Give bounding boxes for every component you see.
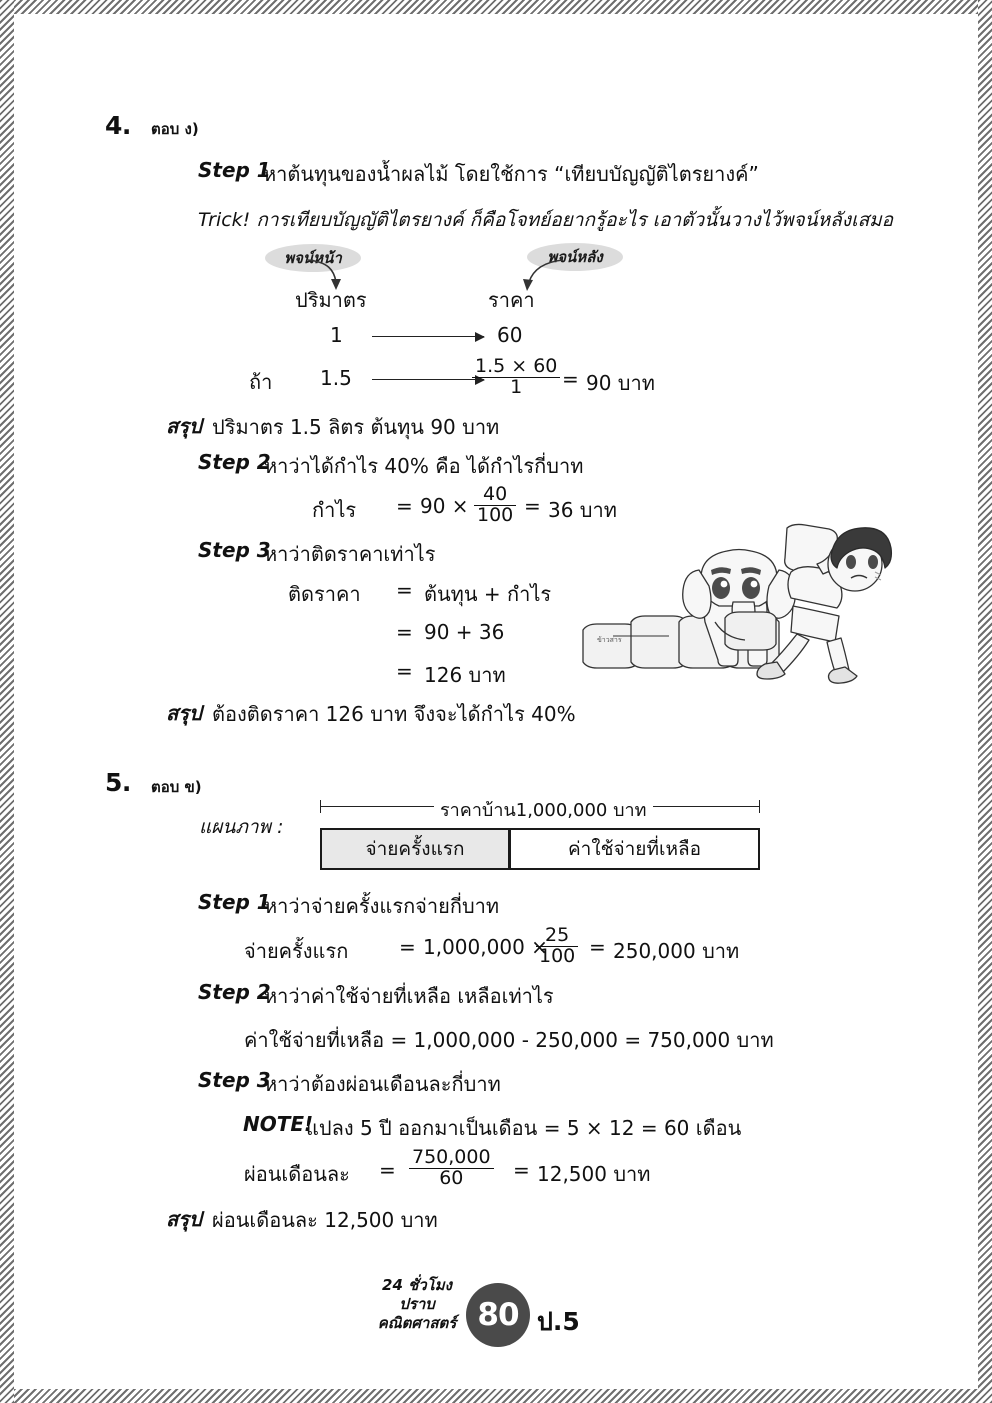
- problem-5-answer-label: ตอบ ข): [151, 778, 202, 796]
- p4-step3-line1-sign: =: [396, 578, 413, 602]
- p5-step2-eq-line: ค่าใช้จ่ายที่เหลือ = 1,000,000 - 250,000 = 750,000 บาท: [244, 1028, 774, 1052]
- p5-step3-frac-den: 60: [409, 1168, 494, 1189]
- p4-row2-prefix: ถ้า: [249, 370, 273, 394]
- footer-series-title: [362, 1276, 472, 1332]
- p4-step3-line1-label: ติดราคา: [288, 582, 361, 606]
- p5-step3-title: Step 3: [198, 1068, 271, 1092]
- p4-step2-eq-sign: =: [396, 494, 413, 518]
- p5-step1-eq-sign: =: [399, 935, 416, 959]
- p4-row2-left: 1.5: [320, 366, 352, 390]
- page-border-left: [0, 0, 14, 1403]
- p5-bar-measure-cap-left: [320, 800, 321, 813]
- p5-bar-segment2-label: ค่าใช้จ่ายที่เหลือ: [567, 838, 702, 860]
- p5-bar-segment1-label: จ่ายครั้งแรก: [365, 838, 465, 860]
- p5-step1-fraction: [536, 926, 578, 967]
- p5-bar-segment-remaining: [509, 828, 760, 870]
- p4-step2-eq-result: 36 บาท: [548, 498, 617, 522]
- grade-label: ป.5: [537, 1307, 580, 1336]
- footer-line-1: 24 ชั่วโมง: [382, 1276, 452, 1294]
- p4-step2-text: หาว่าได้กำไร 40% คือ ได้กำไรกี่บาท: [264, 454, 584, 478]
- p5-step3-eq-sign2: =: [513, 1158, 530, 1182]
- p4-row2-fraction: [472, 357, 560, 398]
- p4-col-left-header: ปริมาตร: [295, 288, 367, 312]
- p4-step3-line2-value: 90 + 36: [424, 620, 505, 644]
- p4-step3-title: Step 3: [198, 538, 271, 562]
- p5-step3-eq-label: ผ่อนเดือนละ: [244, 1162, 350, 1186]
- footer-line-2: ปราบ: [399, 1294, 435, 1313]
- p5-step2-text: หาว่าค่าใช้จ่ายที่เหลือ เหลือเท่าไร: [264, 984, 554, 1008]
- p4-row2-result: 90 บาท: [586, 371, 655, 395]
- p4-step3-line1-value: ต้นทุน + กำไร: [424, 582, 552, 606]
- p4-row2-frac-num: 1.5 × 60: [475, 355, 558, 377]
- p4-row2-frac-den: 1: [472, 377, 560, 398]
- p4-row2-equals: =: [562, 367, 579, 391]
- p5-step1-frac-num: 25: [545, 924, 570, 946]
- p4-summary2-word: สรุป: [166, 701, 202, 725]
- p4-row1-right: 60: [497, 323, 523, 347]
- p4-row1-arrow: [372, 336, 484, 337]
- page-border-bottom: [0, 1389, 992, 1403]
- p4-step2-eq-sign2: =: [524, 494, 541, 518]
- illustration-boy-elephant-rice-sacks: [575, 522, 895, 692]
- footer-line-3: คณิตศาสตร์: [377, 1313, 457, 1332]
- page-border-right: [978, 0, 992, 1403]
- page-number-badge: 80: [466, 1283, 530, 1347]
- p4-step1-text: หาต้นทุนของน้ำผลไม้ โดยใช้การ “เทียบบัญญัติไตรยางค์”: [263, 162, 759, 186]
- p4-row1-left: 1: [330, 323, 343, 347]
- p4-step3-line2-sign: =: [396, 620, 413, 644]
- p5-step1-eq-a: 1,000,000 ×: [423, 935, 548, 959]
- p5-step1-eq-result: 250,000 บาท: [613, 939, 740, 963]
- p4-step2-eq-label: กำไร: [312, 498, 357, 522]
- p5-step3-note-label: NOTE!: [243, 1112, 314, 1136]
- p4-step2-title: Step 2: [198, 450, 271, 474]
- p4-step1-title: Step 1: [198, 158, 271, 182]
- p5-step1-title: Step 1: [198, 890, 271, 914]
- problem-4-number: 4.: [105, 111, 131, 140]
- p5-bar-segment-first-payment: [320, 828, 510, 870]
- p4-summary2-text: ต้องติดราคา 126 บาท จึงจะได้กำไร 40%: [212, 702, 576, 726]
- p4-step2-eq-a: 90 ×: [420, 494, 469, 518]
- p5-step3-eq-sign: =: [379, 1158, 396, 1182]
- p4-summary1-word: สรุป: [166, 414, 202, 438]
- p4-step3-line3-sign: =: [396, 659, 413, 683]
- p5-step2-title: Step 2: [198, 980, 271, 1004]
- p4-summary1-text: ปริมาตร 1.5 ลิตร ต้นทุน 90 บาท: [212, 415, 500, 439]
- rice-sack-label: ข้าวสาร: [597, 636, 622, 644]
- p4-step3-text: หาว่าติดราคาเท่าไร: [264, 542, 436, 566]
- problem-5-number: 5.: [105, 768, 131, 797]
- p4-step2-frac-den: 100: [474, 505, 516, 526]
- p5-step3-eq-result: 12,500 บาท: [537, 1162, 651, 1186]
- callout-back-term: พจน์หลัง: [527, 243, 623, 271]
- p4-col-right-header: ราคา: [488, 288, 535, 312]
- p4-row2-arrow: [372, 379, 484, 380]
- p4-trick-text: Trick! การเทียบบัญญัติไตรยางค์ ก็คือโจทย์อยากรู้อะไร เอาตัวนั้นวางไว้พจน์หลังเสมอ: [198, 209, 894, 231]
- p5-summary-text: ผ่อนเดือนละ 12,500 บาท: [212, 1208, 438, 1232]
- p5-step1-frac-den: 100: [536, 946, 578, 967]
- p5-bar-total-label: ราคาบ้าน1,000,000 บาท: [434, 795, 653, 824]
- page-border-top: [0, 0, 992, 14]
- p5-step1-eq-label: จ่ายครั้งแรก: [244, 939, 349, 963]
- p5-bar-measure-cap-right: [759, 800, 760, 813]
- p5-step3-text: หาว่าต้องผ่อนเดือนละกี่บาท: [264, 1072, 501, 1096]
- problem-4-answer-label: ตอบ ง): [151, 120, 199, 138]
- p5-step1-text: หาว่าจ่ายครั้งแรกจ่ายกี่บาท: [264, 894, 500, 918]
- callout-front-term: พจน์หน้า: [265, 244, 361, 272]
- p4-step2-fraction: [474, 485, 516, 526]
- p5-step3-frac-num: 750,000: [412, 1146, 491, 1168]
- p5-step3-note-text: แปลง 5 ปี ออกมาเป็นเดือน = 5 × 12 = 60 เดือน: [306, 1116, 742, 1140]
- p4-step3-line3-value: 126 บาท: [424, 663, 506, 687]
- p5-diagram-label: แผนภาพ :: [199, 816, 284, 838]
- p5-summary-word: สรุป: [166, 1207, 202, 1231]
- p5-step3-fraction: [409, 1148, 494, 1189]
- p4-step2-frac-num: 40: [483, 483, 508, 505]
- p5-step1-eq-sign2: =: [589, 935, 606, 959]
